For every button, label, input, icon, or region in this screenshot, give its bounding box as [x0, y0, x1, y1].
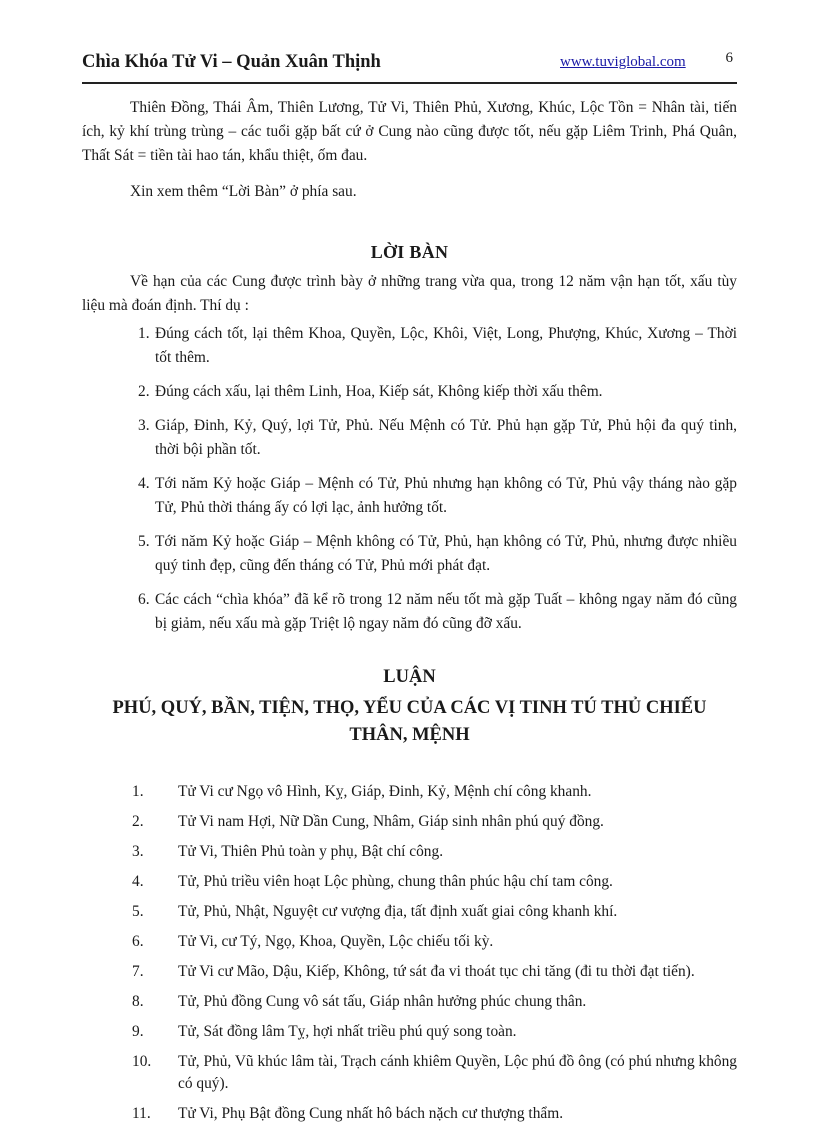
- item-number: 5.: [132, 903, 144, 920]
- item-text: Tử Vi, Phụ Bật đồng Cung nhất hô bách nặch cư thượng thẩm.: [178, 1105, 564, 1122]
- list-item: [82, 530, 737, 578]
- list-item: [82, 991, 737, 1013]
- list-item: [82, 841, 737, 863]
- item-text: Tử Vi nam Hợi, Nữ Dần Cung, Nhâm, Giáp sinh nhân phú quý đồng.: [178, 813, 604, 830]
- page-content: [82, 96, 737, 1133]
- item-number: 3.: [138, 417, 150, 434]
- list-item: [82, 588, 737, 636]
- item-number: 9.: [132, 1023, 144, 1040]
- loi-ban-intro: Về hạn của các Cung được trình bày ở những trang vừa qua, trong 12 năm vận hạn tốt, xấu tùy liệu mà đoán định. Thí dụ :: [82, 273, 737, 314]
- see-also-paragraph: Xin xem thêm “Lời Bàn” ở phía sau.: [130, 183, 357, 200]
- list-item: [82, 901, 737, 923]
- item-number: 1.: [138, 325, 150, 342]
- item-text: Đúng cách tốt, lại thêm Khoa, Quyền, Lộc, Khôi, Việt, Long, Phượng, Khúc, Xương – Thời tốt thêm.: [155, 325, 737, 366]
- item-text: Tới năm Kỷ hoặc Giáp – Mệnh có Tử, Phủ nhưng hạn không có Tử, Phủ vậy tháng nào gặp Tử, Phủ thời tháng ấy có lợi lạc, ảnh hưởng tốt.: [155, 475, 737, 516]
- item-number: 2.: [138, 383, 150, 400]
- item-text: Các cách “chìa khóa” đã kể rõ trong 12 năm nếu tốt mà gặp Tuất – không ngay năm đó cũng bị giảm, nếu xấu mà gặp Triệt lộ ngay năm đó cũng đỡ xấu.: [155, 591, 737, 632]
- item-text: Tử, Phủ triều viên hoạt Lộc phùng, chung thân phúc hậu chí tam công.: [178, 873, 613, 890]
- list-item: [82, 781, 737, 803]
- list-item: [82, 961, 737, 983]
- item-number: 4.: [132, 873, 144, 890]
- list-item: [82, 1021, 737, 1043]
- list-item: [82, 871, 737, 893]
- loi-ban-heading: LỜI BÀN: [370, 242, 449, 262]
- item-number: 1.: [132, 783, 144, 800]
- item-number: 11.: [132, 1105, 151, 1122]
- page-number: 6: [725, 50, 733, 66]
- list-item: [82, 414, 737, 462]
- item-text: Tử Vi, cư Tý, Ngọ, Khoa, Quyền, Lộc chiếu tối kỳ.: [178, 933, 494, 950]
- luan-list: [82, 781, 737, 1125]
- list-item: [82, 811, 737, 833]
- item-text: Tử Vi cư Mão, Dậu, Kiếp, Không, tứ sát đa vi thoát tục chi tăng (đi tu thời đạt tiến).: [178, 963, 695, 980]
- item-number: 4.: [138, 475, 150, 492]
- list-item: [82, 1051, 737, 1095]
- list-item: [82, 1103, 737, 1125]
- list-item: [82, 380, 737, 404]
- item-text: Đúng cách xấu, lại thêm Linh, Hoa, Kiếp sát, Không kiếp thời xấu thêm.: [155, 383, 603, 400]
- item-number: 5.: [138, 533, 150, 550]
- item-number: 6.: [132, 933, 144, 950]
- item-text: Giáp, Đinh, Kỷ, Quý, lợi Tử, Phủ. Nếu Mệnh có Tử. Phủ hạn gặp Tử, Phủ hội đa quý tinh, thời bội phần tốt.: [155, 417, 737, 458]
- page-header: [82, 50, 737, 84]
- item-text: Tử, Phủ đồng Cung vô sát tấu, Giáp nhân hưởng phúc chung thân.: [178, 993, 587, 1010]
- item-number: 3.: [132, 843, 144, 860]
- item-number: 6.: [138, 591, 150, 608]
- luan-subheading: PHÚ, QUÝ, BẦN, TIỆN, THỌ, YỂU CỦA CÁC VỊ TINH TÚ THỦ CHIẾU THÂN, MỆNH: [112, 698, 707, 745]
- item-number: 8.: [132, 993, 144, 1010]
- list-item: [82, 472, 737, 520]
- item-text: Tử, Sát đồng lâm Tỵ, hợi nhất triều phú quý song toàn.: [178, 1023, 517, 1040]
- item-text: Tử, Phủ, Vũ khúc lâm tài, Trạch cánh khiêm Quyền, Lộc phú đồ ông (có phú nhưng không có quý).: [178, 1053, 737, 1092]
- item-text: Tới năm Kỷ hoặc Giáp – Mệnh không có Tử, Phủ, hạn không có Tử, Phủ, nhưng được nhiều quý tinh đẹp, cũng đến tháng có Tử, Phủ mới phát đạt.: [155, 533, 737, 574]
- item-text: Tử, Phủ, Nhật, Nguyệt cư vượng địa, tất định xuất giai công khanh khí.: [178, 903, 618, 920]
- list-item: [82, 931, 737, 953]
- item-text: Tử Vi, Thiên Phủ toàn y phụ, Bật chí công.: [178, 843, 444, 860]
- item-text: Tử Vi cư Ngọ vô Hình, Kỵ, Giáp, Đinh, Kỷ, Mệnh chí công khanh.: [178, 783, 592, 800]
- intro-paragraph: Thiên Đồng, Thái Âm, Thiên Lương, Tử Vi, Thiên Phủ, Xương, Khúc, Lộc Tồn = Nhân tài, tiến ích, kỷ khí trùng trùng – các tuổi gặp bất cứ ở Cung nào cũng được tốt, nếu gặp Liêm Trinh, Phá Quân, Thất Sát = tiền tài hao tán, khẩu thiệt, ốm đau.: [82, 99, 737, 164]
- item-number: 10.: [132, 1053, 152, 1070]
- loi-ban-list: [82, 322, 737, 636]
- luan-heading: LUẬN: [383, 667, 436, 687]
- list-item: [82, 322, 737, 370]
- item-number: 7.: [132, 963, 144, 980]
- website-link[interactable]: www.tuviglobal.com: [560, 54, 686, 70]
- item-number: 2.: [132, 813, 144, 830]
- book-title: Chìa Khóa Tử Vi – Quản Xuân Thịnh: [82, 52, 381, 72]
